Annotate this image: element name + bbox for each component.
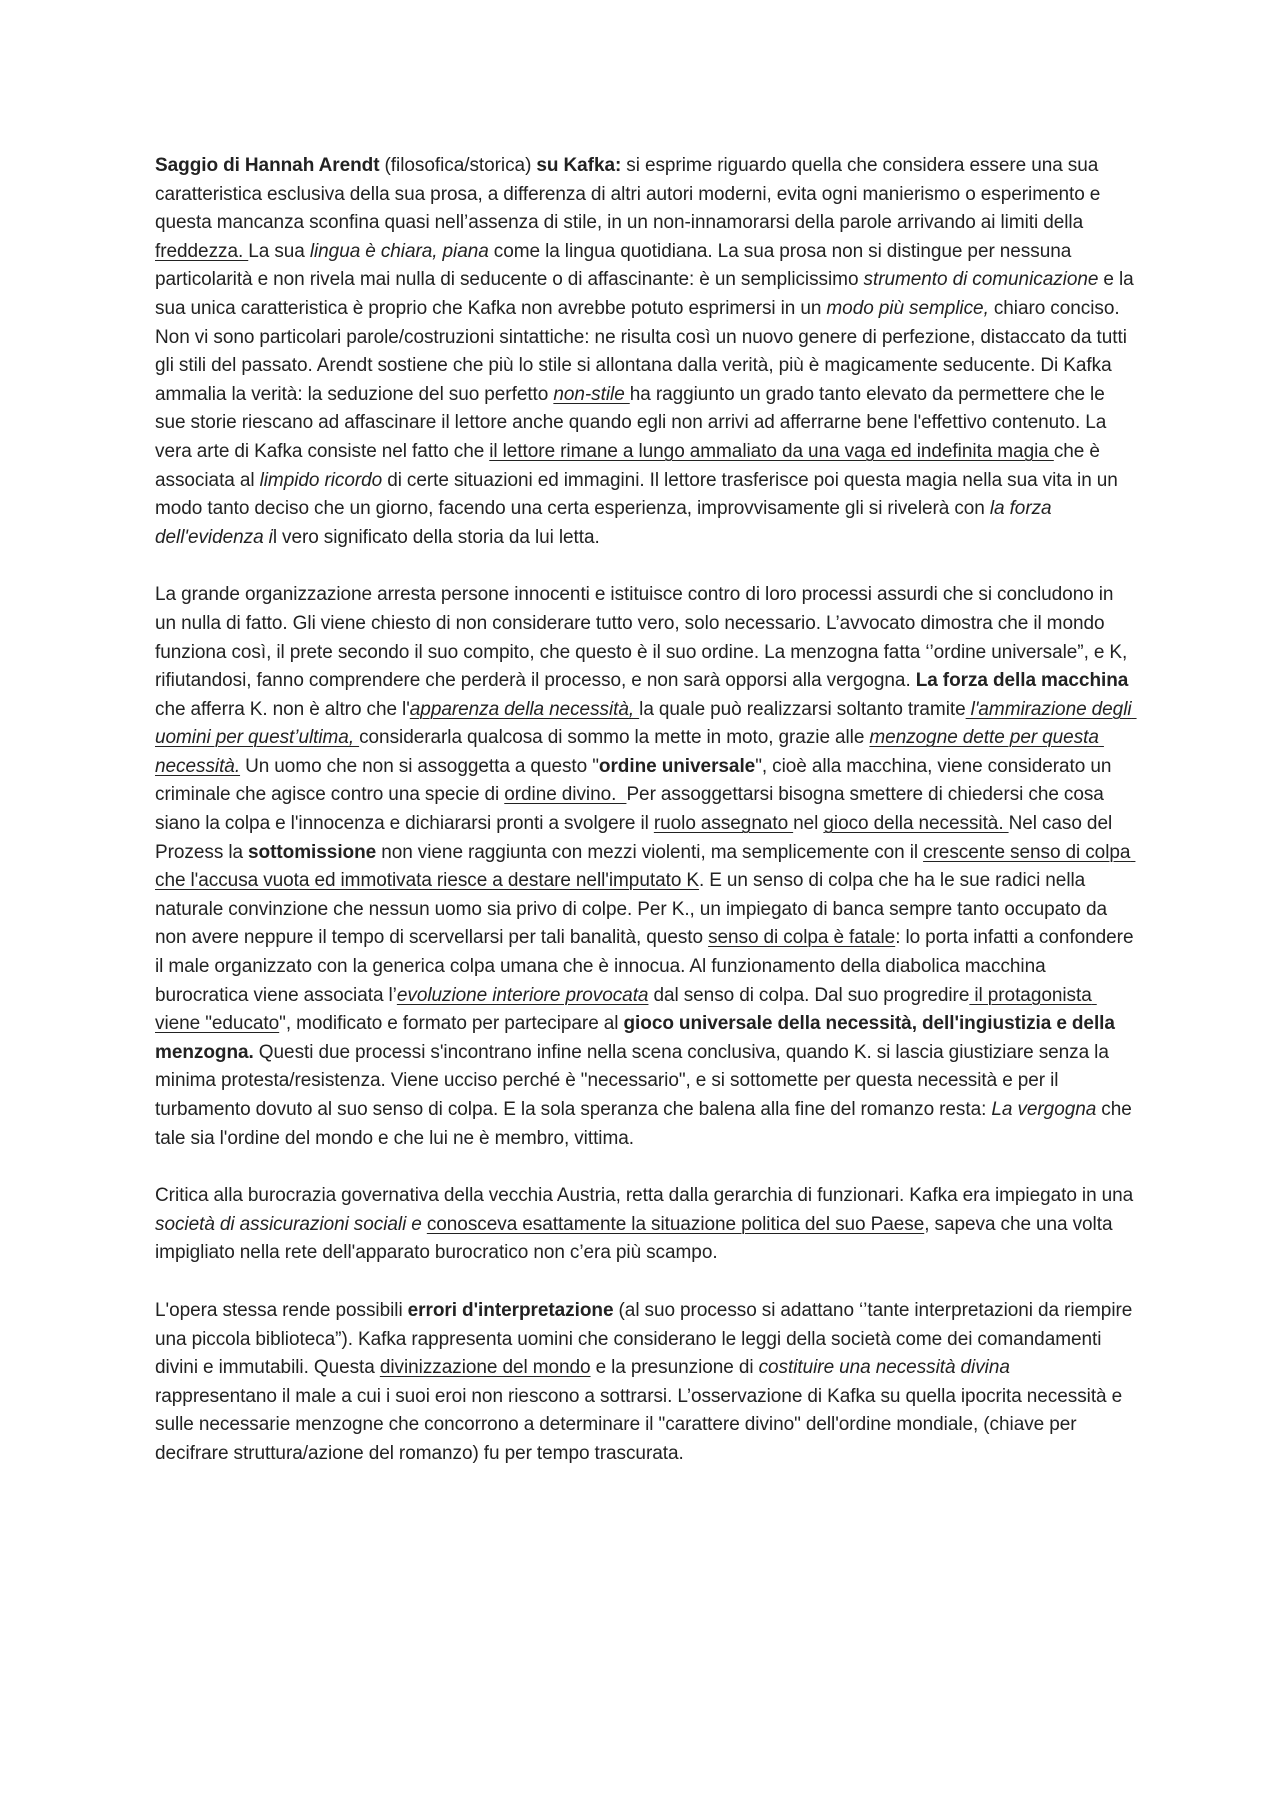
text-run: La grande organizzazione arresta persone innocenti e istituisce contro di loro processi assurdi che si concludono in un nulla di fatto. Gli viene chiesto di non considerare tutto vero, solo necessario. L’avvocato dimostra che il mondo funziona così, il prete secondo il suo compito, che questo è il suo ordine. La menzogna fatta ‘’ordine universale”, e K, rifiutandosi, fanno comprendere che perderà il processo, e non sarà opporsi alla vergogna.	[155, 584, 1133, 692]
text-run: dal senso di colpa. Dal suo progredire	[648, 984, 970, 1006]
text-run: su Kafka:	[536, 155, 622, 176]
text-run: evoluzione interiore provocata	[396, 984, 649, 1006]
text-run: Un uomo che non si assoggetta a questo "	[240, 755, 599, 777]
text-run: la forza dell'evidenza i	[155, 498, 1057, 548]
text-run: apparenza della necessità,	[409, 698, 640, 720]
text-run: Critica alla burocrazia governativa della vecchia Austria, retta dalla gerarchia di funzionari. Kafka era impiegato in una	[155, 1185, 1139, 1207]
text-run: si esprime riguardo quella che considera essere una sua caratteristica esclusiva della sua prosa, a differenza di altri autori moderni, evita ogni manierismo o esperimento e questa mancanza sconfina quasi nell’assenza di stile, in un non-innamorarsi della parole arrivando ai limiti della	[155, 155, 1106, 234]
paragraph-arendt-essay	[155, 152, 1139, 552]
text-run: società di assicurazioni sociali e	[155, 1213, 422, 1235]
text-run: Nel caso del Prozess la	[155, 813, 1118, 863]
text-run: (al suo processo si adattano ‘’tante interpretazioni da riempire una piccola biblioteca”). Kafka rappresenta uomini che considerano le leggi della società come dei comandamenti divini e immutabili. Questa	[155, 1299, 1138, 1379]
text-run: la quale può realizzarsi soltanto tramite	[639, 698, 966, 720]
text-run: come la lingua quotidiana. La sua prosa non si distingue per nessuna particolarità e non rivela mai nulla di seducente o di affascinante: è un semplicissimo	[155, 240, 1077, 291]
text-run: lingua è chiara, piana	[309, 240, 489, 262]
text-run: ruolo assegnato	[653, 813, 794, 835]
text-run: nel	[793, 813, 824, 835]
text-run: costituire una necessità divina	[758, 1357, 1010, 1379]
text-run: Questi due processi s'incontrano infine nella scena conclusiva, quando K. si lascia giustiziare senza la minima protesta/resistenza. Viene ucciso perché è "necessario", e si sottomette per questa necessità e per il turbamento dovuto al suo senso di colpa. E la sola speranza che balena alla fine del romanzo resta:	[155, 1041, 1114, 1120]
text-run: considerarla qualcosa di sommo la mette in moto, grazie alle	[359, 727, 870, 749]
text-run: strumento di comunicazione	[863, 269, 1099, 291]
text-run: di certe situazioni ed immagini. Il lettore trasferisce poi questa magia nella sua vita in un modo tanto deciso che un giorno, facendo una certa esperienza, improvvisamente gli si rivelerà con	[155, 469, 1123, 520]
text-run: ordine universale	[598, 755, 756, 777]
text-run: gioco universale della necessità, dell'ingiustizia e della menzogna.	[155, 1013, 1120, 1063]
text-run: Per assoggettarsi bisogna smettere di chiedersi che cosa siano la colpa e l'innocenza e dichiararsi pronti a svolgere il	[155, 784, 1109, 835]
text-run: rappresentano il male a cui i suoi eroi non riescono a sottrarsi. L’osservazione di Kafka su quella ipocrita necessità e sulle necessarie menzogne che concorrono a determinare il "carattere divino" dell'ordine mondiale, (chiave per decifrare struttura/azione del romanzo) fu per tempo trascurata.	[155, 1357, 1128, 1464]
text-run: l vero significato della storia da lui letta.	[272, 526, 600, 548]
text-run: non-stile	[553, 383, 630, 405]
text-run: sottomissione	[248, 841, 377, 863]
text-run: non viene raggiunta con mezzi violenti, ma semplicemente con il	[376, 841, 924, 863]
text-run: limpido ricordo	[259, 469, 383, 491]
text-run: modo più semplice,	[826, 297, 989, 319]
text-run: che è associata al	[155, 440, 1105, 491]
text-run: e la sua unica caratteristica è proprio che Kafka non avrebbe potuto esprimersi in un	[155, 269, 1139, 319]
text-run: conosceva esattamente la situazione politica del suo Paese	[426, 1213, 925, 1235]
text-run: gioco della necessità.	[823, 813, 1009, 835]
text-run: : lo porta infatti a confondere il male organizzato con la generica colpa umana che è innocua. Al funzionamento della diabolica macchina burocratica viene associata l’	[155, 927, 1139, 1006]
text-run: divinizzazione del mondo	[379, 1357, 591, 1379]
paragraph-interpretation	[155, 1297, 1138, 1469]
text-run: l'ammirazione degli uomini per quest’ultima,	[155, 698, 1137, 749]
text-run: errori d'interpretazione	[407, 1299, 614, 1321]
text-run: il protagonista viene "educato	[155, 984, 1097, 1035]
text-run: ha raggiunto un grado tanto elevato da permettere che le sue storie riescano ad affascinare il lettore anche quando egli non arrivi ad afferrarne bene l'effettivo contenuto. La vera arte di Kafka consiste nel fatto che	[155, 383, 1112, 462]
text-run: L'opera stessa rende possibili	[155, 1299, 408, 1321]
text-run: , sapeva che una volta impigliato nella rete dell'apparato burocratico non c’era più scampo.	[155, 1213, 1118, 1264]
text-run: crescente senso di colpa che l'accusa vuota ed immotivata riesce a destare nell'imputato K	[155, 841, 1136, 892]
text-run: il lettore rimane a lungo ammaliato da una vaga ed indefinita magia	[489, 440, 1054, 462]
paragraph-organization	[155, 581, 1139, 1153]
text-run: La vergogna	[991, 1099, 1097, 1120]
text-run: Saggio di Hannah Arendt	[155, 155, 380, 176]
text-run: che afferra K. non è altro che l'	[155, 670, 1134, 720]
paragraph-bureaucracy	[155, 1182, 1139, 1268]
text-run: che tale sia l'ordine del mondo e che lui ne è membro, vittima.	[155, 1099, 1137, 1149]
text-run: ", modificato e formato per partecipare al	[279, 1013, 624, 1035]
text-run: ordine divino.	[504, 784, 627, 806]
document-body	[155, 152, 1139, 1498]
text-run: La forza della macchina	[915, 670, 1129, 692]
text-run: freddezza.	[155, 240, 249, 262]
text-run: senso di colpa è fatale	[708, 927, 896, 949]
text-run: La sua	[248, 240, 310, 262]
text-run: (filosofica/storica)	[379, 155, 537, 176]
text-run: menzogne dette per questa necessità.	[155, 727, 1104, 777]
text-run: chiaro conciso. Non vi sono particolari parole/costruzioni sintattiche: ne risulta così un nuovo genere di perfezione, distaccato da tutti gli stili del passato. Arendt sostiene che più lo stile si allontana dalla verità, più è magicamente seducente. Di Kafka ammalia la verità: la seduzione del suo perfetto	[155, 297, 1132, 405]
text-run: e la presunzione di	[590, 1357, 759, 1379]
text-run: . E un senso di colpa che ha le sue radici nella naturale convinzione che nessun uomo sia privo di colpe. Per K., un impiegato di banca sempre tanto occupato da non avere neppure il tempo di scervellarsi per tali banalità, questo	[155, 870, 1113, 949]
text-run: ", cioè alla macchina, viene considerato un criminale che agisce contro una specie di	[155, 755, 1117, 806]
